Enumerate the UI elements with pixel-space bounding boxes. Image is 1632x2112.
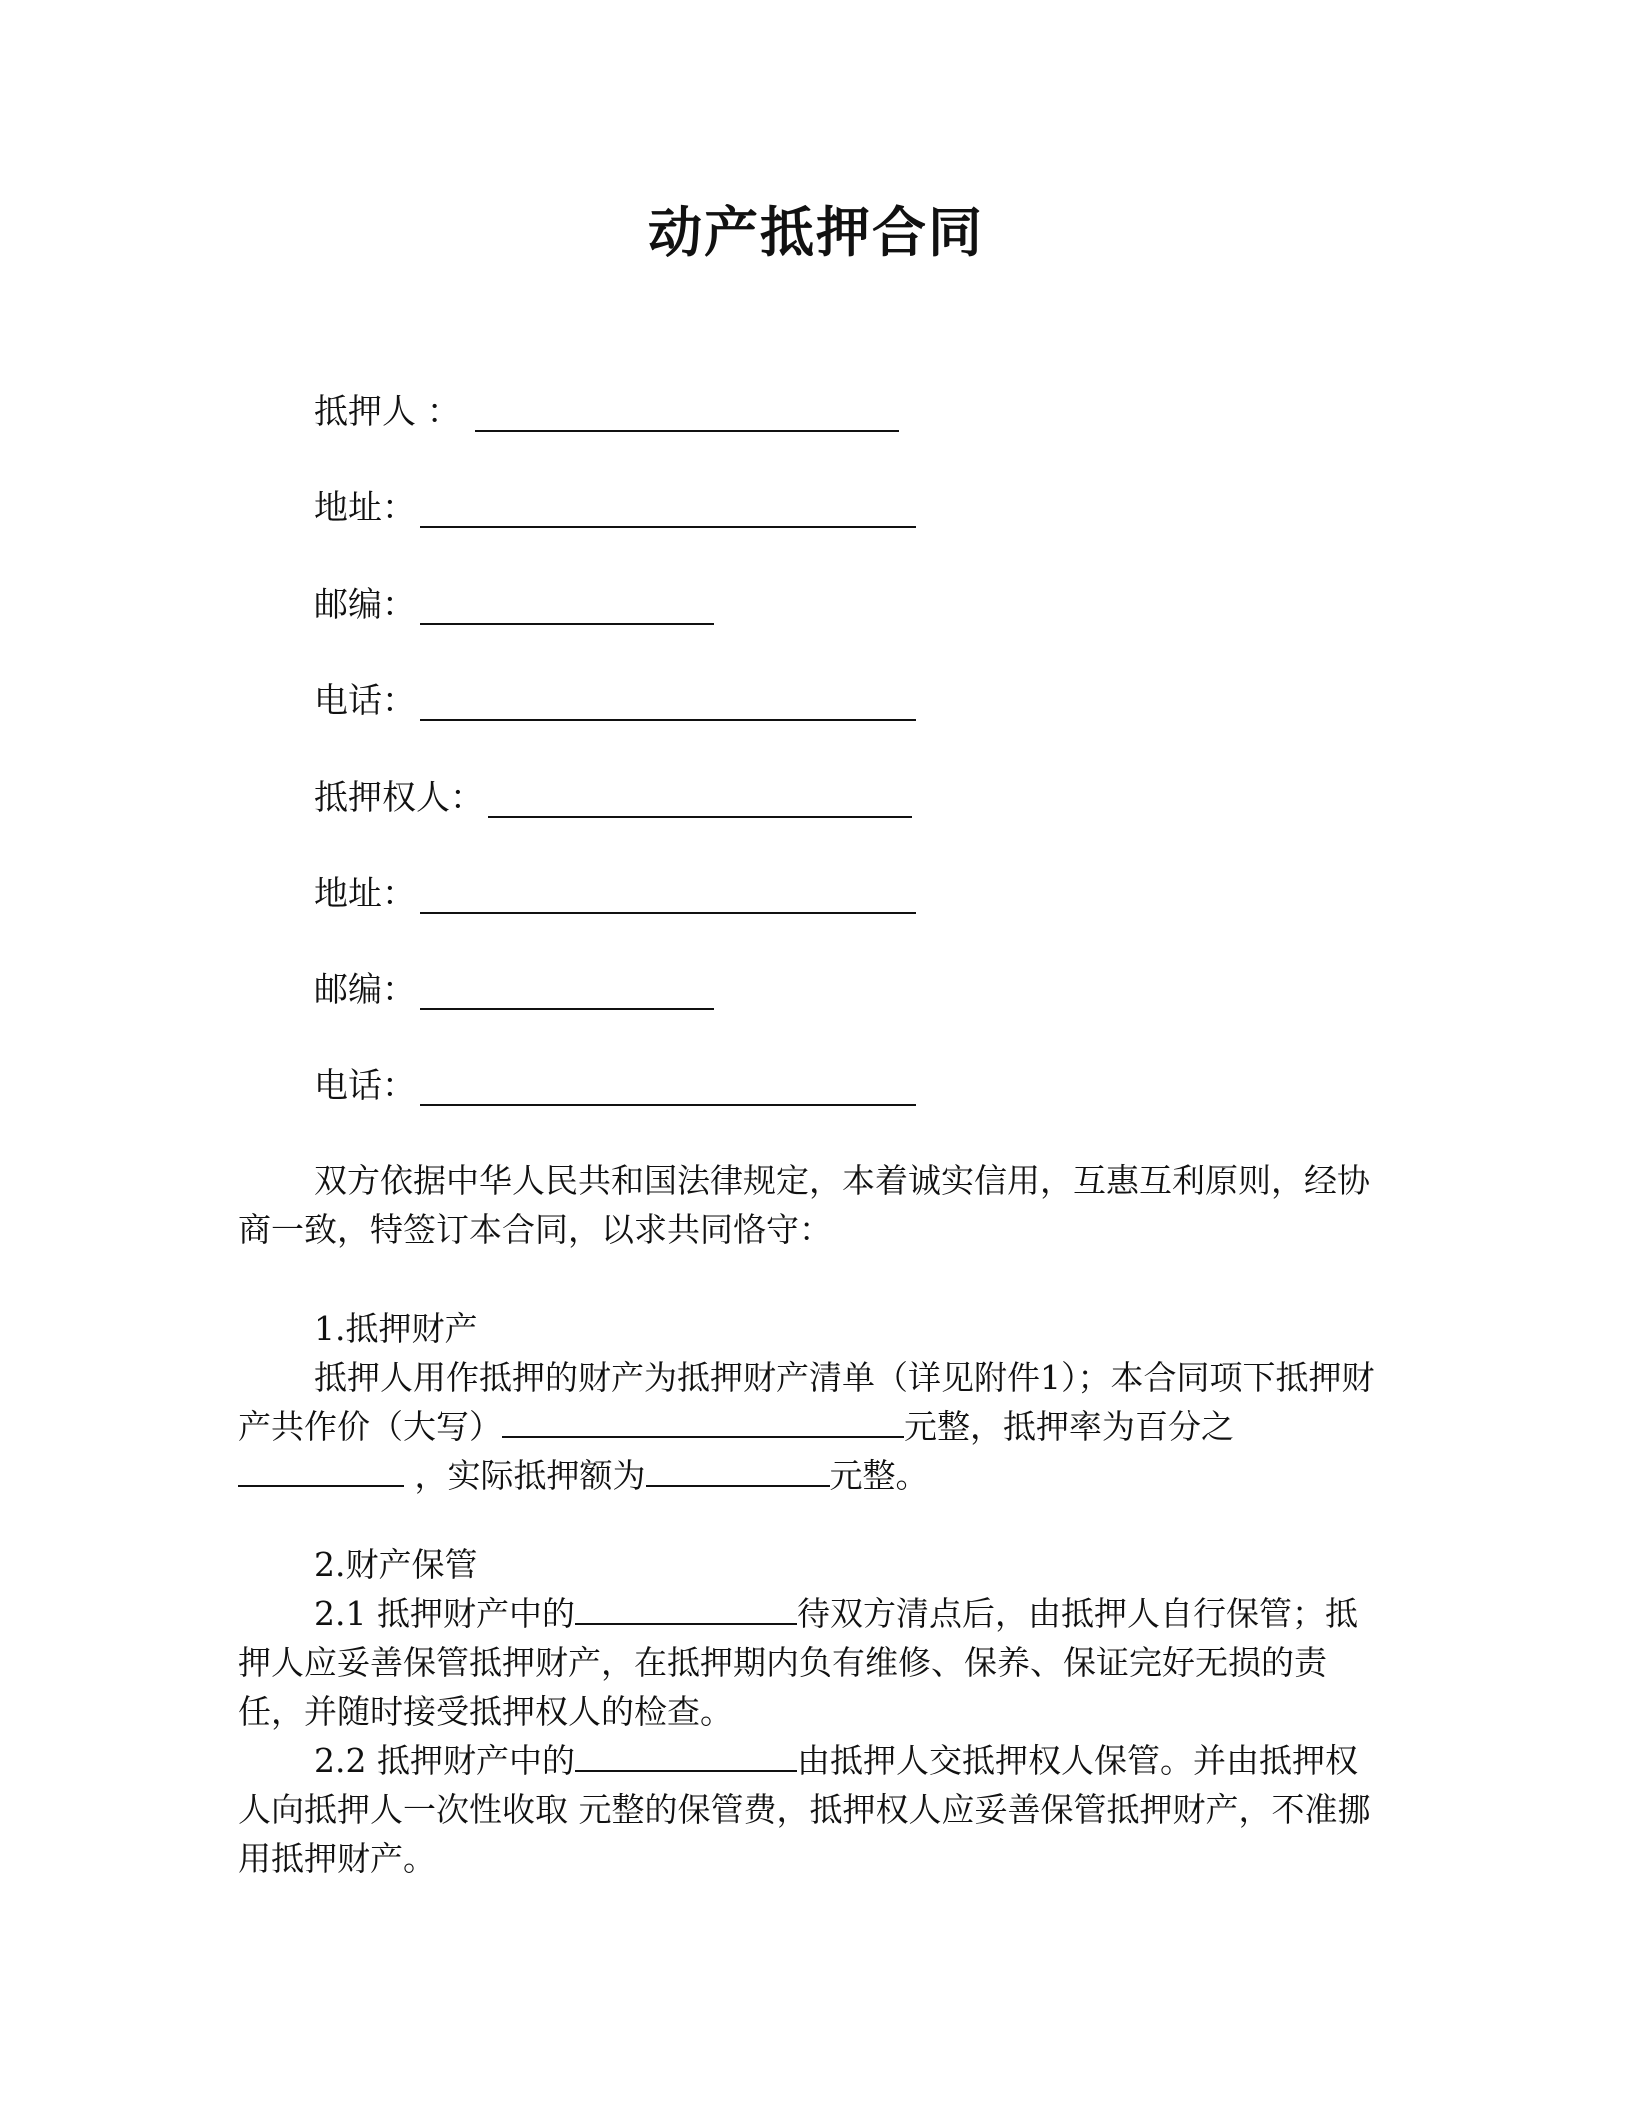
- mortgagee-name-blank[interactable]: [488, 782, 912, 818]
- clause-2-1-paragraph: [238, 1589, 1388, 1736]
- mortgagee-phone-row: [314, 1066, 916, 1106]
- mortgagor-name-label: 抵押人 ：: [314, 392, 461, 432]
- mortgagee-name-label: 抵押权人：: [314, 778, 484, 818]
- section-1-paragraph: [238, 1353, 1388, 1500]
- clause-2-2-paragraph: [238, 1736, 1388, 1883]
- mortgagor-address-blank[interactable]: [420, 492, 916, 528]
- mortgagor-postcode-row: [314, 585, 714, 625]
- section-1-heading: 1.抵押财产: [314, 1309, 478, 1348]
- actual-mortgage-amount-blank[interactable]: [646, 1455, 830, 1487]
- mortgage-rate-blank[interactable]: [238, 1455, 404, 1487]
- section-1-text-d: 元整。: [829, 1456, 929, 1495]
- mortgagor-postcode-blank[interactable]: [420, 589, 714, 625]
- mortgagee-name-row: [314, 778, 912, 818]
- mortgagee-address-row: [314, 874, 916, 914]
- mortgagee-phone-blank[interactable]: [420, 1070, 916, 1106]
- clause-2-1-text-a: 2.1 抵押财产中的: [314, 1594, 575, 1633]
- mortgagor-phone-blank[interactable]: [420, 685, 916, 721]
- mortgagee-phone-label: 电话：: [314, 1066, 416, 1106]
- mortgagee-postcode-row: [314, 970, 714, 1010]
- section-1-text-c: ，实际抵押额为: [404, 1456, 646, 1495]
- section-1-text-b: 元整，抵押率为百分之: [904, 1407, 1234, 1446]
- clause-2-2-property-blank[interactable]: [575, 1740, 797, 1772]
- clause-2-2-text-a: 2.2 抵押财产中的: [314, 1741, 575, 1780]
- mortgagor-name-blank[interactable]: [475, 396, 899, 432]
- mortgagee-address-blank[interactable]: [420, 878, 916, 914]
- clause-2-1-property-blank[interactable]: [575, 1593, 797, 1625]
- document-title: 动产抵押合同: [648, 201, 984, 264]
- section-2-heading: 2.财产保管: [314, 1545, 478, 1584]
- mortgagor-name-row: [314, 392, 899, 432]
- mortgagee-postcode-label: 邮编：: [314, 970, 416, 1010]
- clause-2-2-text-b: 由抵押人交抵押权人保管。并由抵押权人向抵押人一次性收取 元整的保管费，抵押权人应妥善保管抵押财产，不准挪用抵押财产。: [238, 1741, 1371, 1878]
- mortgagor-address-row: [314, 488, 916, 528]
- valuation-amount-blank[interactable]: [502, 1406, 904, 1438]
- mortgagee-postcode-blank[interactable]: [420, 974, 714, 1010]
- mortgagor-phone-label: 电话：: [314, 681, 416, 721]
- section-1-text-a: 抵押人用作抵押的财产为抵押财产清单（详见附件1）；本合同项下抵押财产共作价（大写）: [238, 1358, 1375, 1446]
- preamble-paragraph: 双方依据中华人民共和国法律规定，本着诚实信用，互惠互利原则，经协商一致，特签订本合同，以求共同恪守：: [238, 1161, 1370, 1249]
- mortgagor-address-label: 地址：: [314, 488, 416, 528]
- mortgagor-phone-row: [314, 681, 916, 721]
- mortgagee-address-label: 地址：: [314, 874, 416, 914]
- mortgagor-postcode-label: 邮编：: [314, 585, 416, 625]
- clause-2-1-text-b: 待双方清点后，由抵押人自行保管；抵押人应妥善保管抵押财产，在抵押期内负有维修、保养、保证完好无损的责任，并随时接受抵押权人的检查。: [238, 1594, 1358, 1731]
